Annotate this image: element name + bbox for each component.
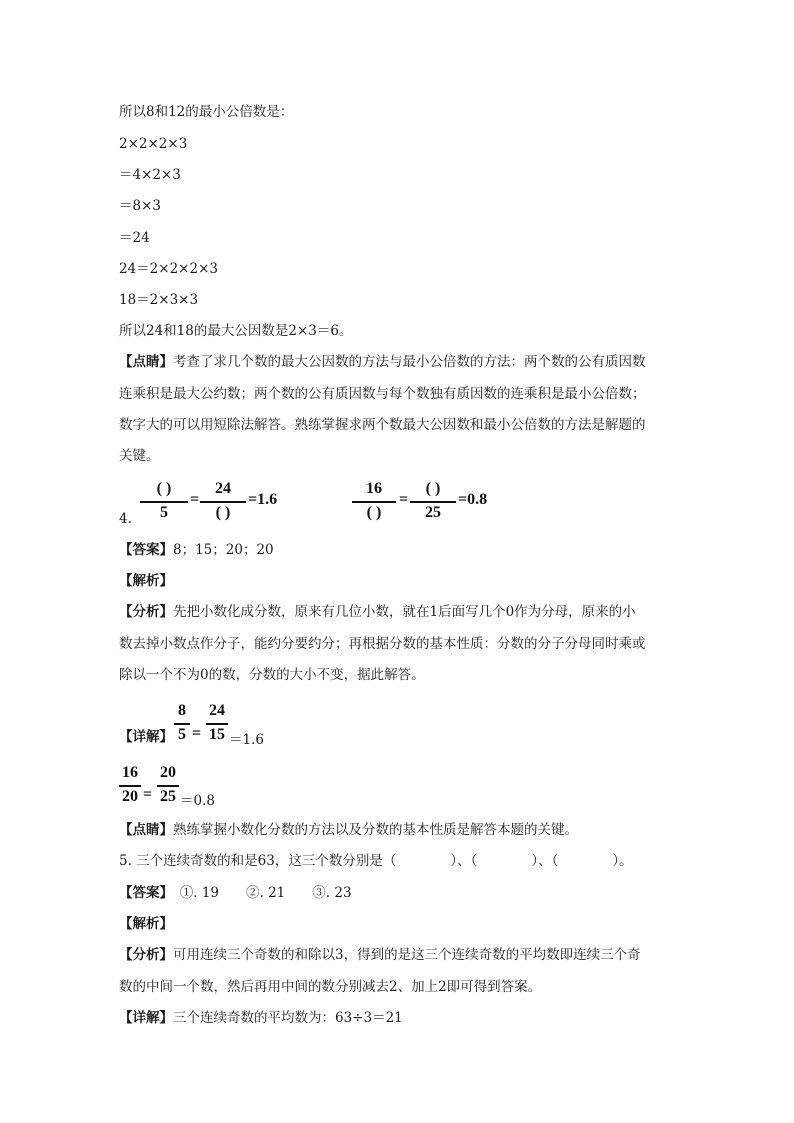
jiexi-label: 【解析】 bbox=[119, 573, 173, 589]
result-value: ＝0.8 bbox=[180, 793, 215, 809]
xiangjie-text: 三个连续奇数的平均数为：63÷3＝21 bbox=[173, 1010, 403, 1026]
fraction-denominator: 25 bbox=[425, 504, 441, 521]
fraction-numerator: 8 bbox=[178, 702, 186, 719]
fraction-denominator: 5 bbox=[160, 504, 168, 521]
fraction-numerator: 24 bbox=[209, 702, 225, 719]
fraction-denominator: 25 bbox=[160, 788, 176, 805]
fraction-bar bbox=[352, 501, 396, 503]
fraction-numerator: ( ) bbox=[156, 480, 172, 497]
text-line: 所以24和18的最大公因数是2×3＝6。 bbox=[119, 323, 353, 339]
answer-line bbox=[119, 541, 274, 559]
equals-sign: = bbox=[143, 786, 153, 803]
dianjing-text: 熟练掌握小数化分数的方法以及分数的基本性质是解答本题的关键。 bbox=[173, 822, 578, 838]
fraction-bar bbox=[119, 785, 141, 787]
equals-sign: = bbox=[192, 725, 202, 742]
fraction bbox=[119, 764, 141, 808]
fraction-denominator: ( ) bbox=[366, 504, 382, 521]
fraction bbox=[140, 480, 188, 524]
fraction bbox=[206, 702, 228, 746]
fraction-bar bbox=[157, 785, 179, 787]
fraction-denominator: 20 bbox=[122, 788, 138, 805]
fraction-bar bbox=[140, 501, 188, 503]
fraction bbox=[174, 702, 190, 746]
dianjing-paragraph-line: 关键。 bbox=[119, 448, 160, 464]
dianjing-paragraph-line bbox=[119, 353, 646, 371]
answer-tag: 【答案】 bbox=[119, 885, 167, 901]
text-line: ＝4×2×3 bbox=[119, 167, 181, 183]
fenxi-text: 可用连续三个奇数的和除以3，得到的是这三个连续奇数的平均数即连续三个奇 bbox=[173, 947, 641, 963]
fraction-numerator: ( ) bbox=[425, 480, 441, 497]
jiexi-tag bbox=[119, 572, 173, 590]
xiangjie-tag: 【详解】 bbox=[119, 1010, 173, 1026]
text-line: ＝24 bbox=[119, 230, 150, 246]
fraction bbox=[352, 480, 396, 524]
question-text: 5. 三个连续奇数的和是63，这三个数分别是（ ）、（ ）、（ ）。 bbox=[119, 853, 633, 869]
dianjing-text: 考查了求几个数的最大公因数的方法与最小公倍数的方法：两个数的公有质因数 bbox=[173, 354, 646, 370]
fenxi-text: 先把小数化成分数，原来有几位小数，就在1后面写几个0作为分母，原来的小 bbox=[173, 604, 636, 620]
fenxi-tag: 【分析】 bbox=[119, 604, 173, 620]
text-line: 2×2×2×3 bbox=[119, 136, 188, 152]
fraction-numerator: 16 bbox=[366, 480, 382, 497]
xiangjie-label: 【详解】 bbox=[119, 729, 173, 745]
equals-sign: = bbox=[190, 491, 200, 508]
fenxi-line: 数去掉小数点作分子，能约分要约分；再根据分数的基本性质：分数的分子分母同时乘或 bbox=[119, 636, 646, 652]
fraction bbox=[410, 480, 456, 524]
fenxi-line: 数的中间一个数，然后再用中间的数分别减去2、加上2即可得到答案。 bbox=[119, 979, 542, 995]
fraction bbox=[200, 480, 246, 524]
xiangjie-tag bbox=[119, 728, 173, 746]
dianjing-tag: 【点睛】 bbox=[119, 354, 173, 370]
fraction-bar bbox=[410, 501, 456, 503]
jiexi-tag bbox=[119, 915, 173, 933]
result-value: =1.6 bbox=[248, 491, 278, 508]
text-line: 24＝2×2×2×3 bbox=[119, 261, 218, 277]
fraction-bar bbox=[174, 723, 190, 725]
text-line: 18＝2×3×3 bbox=[119, 292, 199, 308]
text-line: 所以8和12的最小公倍数是： bbox=[119, 104, 294, 120]
fraction-bar bbox=[200, 501, 246, 503]
fraction-denominator: ( ) bbox=[215, 504, 231, 521]
equals-sign: = bbox=[399, 491, 409, 508]
fraction-numerator: 16 bbox=[122, 764, 138, 781]
jiexi-label: 【解析】 bbox=[119, 916, 173, 932]
fraction-numerator: 20 bbox=[160, 764, 176, 781]
result-value: ＝1.6 bbox=[229, 732, 264, 748]
xiangjie-line bbox=[119, 1009, 403, 1027]
fraction-numerator: 24 bbox=[215, 480, 231, 497]
fraction bbox=[157, 764, 179, 808]
answer-tag: 【答案】 bbox=[119, 542, 173, 558]
answer-line bbox=[119, 884, 352, 902]
dianjing-paragraph-line: 连乘积是最大公约数；两个数的公有质因数与每个数独有质因数的连乘积是最小公倍数； bbox=[119, 386, 646, 402]
fraction-denominator: 15 bbox=[209, 726, 225, 743]
fraction-denominator: 5 bbox=[178, 726, 186, 743]
dianjing-tag: 【点睛】 bbox=[119, 822, 173, 838]
result-value: =0.8 bbox=[458, 491, 488, 508]
text-line: ＝8×3 bbox=[119, 198, 161, 214]
fenxi-line bbox=[119, 603, 636, 621]
fraction-bar bbox=[206, 723, 228, 725]
dianjing-line bbox=[119, 821, 578, 839]
dianjing-paragraph-line: 数字大的可以用短除法解答。熟练掌握求两个数最大公因数和最小公倍数的方法是解题的 bbox=[119, 417, 646, 433]
answer-text: ①. 19 ②. 21 ③. 23 bbox=[166, 885, 352, 901]
fenxi-line bbox=[119, 946, 641, 964]
question-number: 4. bbox=[119, 511, 132, 527]
fenxi-tag: 【分析】 bbox=[119, 947, 173, 963]
answer-text: 8；15；20；20 bbox=[173, 542, 274, 558]
fenxi-line: 除以一个不为0的数，分数的大小不变，据此解答。 bbox=[119, 667, 425, 683]
